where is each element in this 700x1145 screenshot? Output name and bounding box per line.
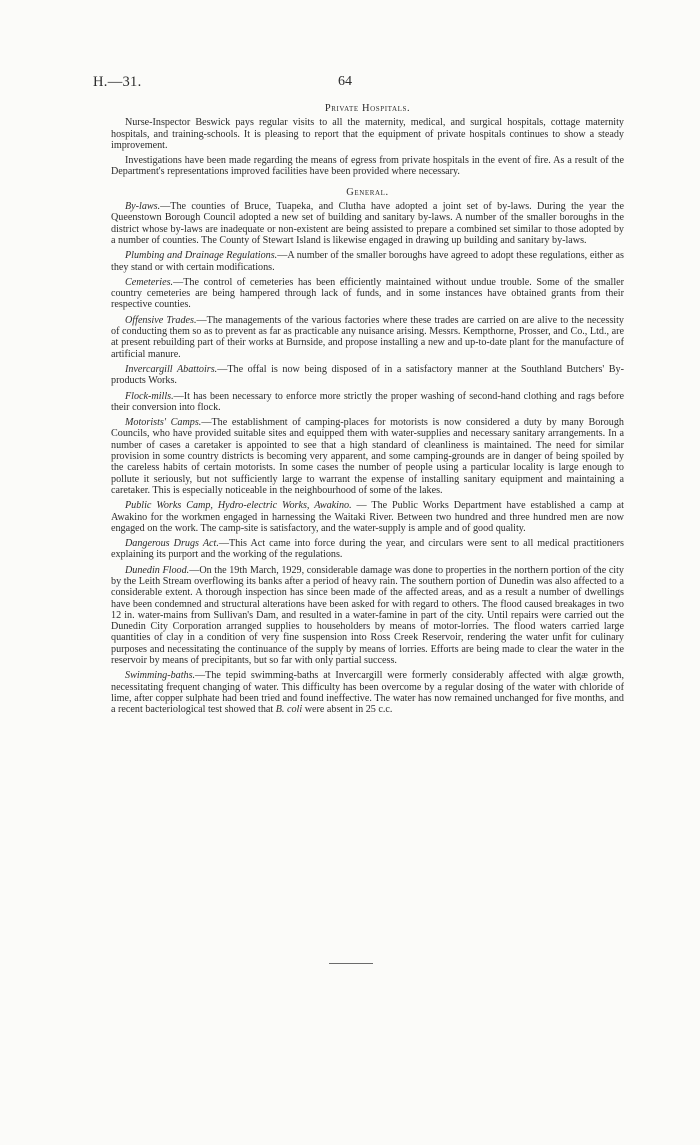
section-heading-general: General. [346, 186, 389, 198]
paragraph-lead: Offensive Trades. [125, 314, 197, 326]
organism-name: B. coli [275, 704, 303, 716]
paragraph-offensive-trades [111, 315, 624, 360]
section-heading-private-hospitals: Private Hospitals. [324, 103, 411, 114]
paragraph-lead: Swimming-baths. [125, 670, 196, 682]
paragraph: Nurse-Inspector Beswick pays regular visits to all the maternity, medical, and surgical hospitals, cottage maternity hospitals, and training-schools. It is pleasing to report that the equipment of private hospitals continues to show a steady improvement. [111, 117, 624, 151]
paragraph-lead: Invercargill Abattoirs. [125, 363, 218, 375]
paragraph-text: —A number of the smaller boroughs have agreed to adopt these regulations, either as they stand or with certain modifications. [111, 250, 624, 273]
paragraph-text: —On the 19th March, 1929, considerable damage was done to properties in the northern portion of the city by the Leith Stream overflowing its banks after a period of heavy rain. The southern portion of Dunedin was also affected to a considerable extent. A thorough inspection has since been made of the affected areas, and as a result a number of dwellings have been condemned and structural alterations have been asked for with regard to others. The flood caused breakages in two 12 in. water-mains from Sullivan's Dam, and resulted in a water-famine in part of the city. Until repairs were carried out the Dunedin City Corporation arranged supplies to householders by means of motor-lorries. The flood waters carried large quantities of clay in a condition of very fine suspension into Ross Creek Reservoir, rendering the water unfit for culinary purposes and necessitating the continuance of the supply by means of lorries. Efforts are being made to clear the water in the reservoir by means of precipitants, but so far with only partial success. [111, 564, 624, 667]
paragraph-text: — The Public Works Department have established a camp at Awakino for the workmen engaged in harnessing the Waitaki River. Between two hundred and three hundred men are now engaged on the work. The camp-site is satisfactory, and the water-supply is ample and of good quality. [111, 500, 624, 534]
page-body [111, 103, 624, 716]
paragraph-public-works-camp [111, 500, 624, 534]
closing-rule [329, 963, 373, 964]
paragraph-text: —The offal is now being disposed of in a satisfactory manner at the Southland Butchers' By-products Works. [111, 363, 624, 387]
paragraph-text: —This Act came into force during the year, and circulars were sent to all medical practitioners explaining its purport and the working of the regulations. [111, 538, 624, 561]
paragraph-flock-mills [111, 391, 624, 414]
paragraph-plumbing [111, 250, 624, 273]
paragraph-swimming-baths [111, 670, 624, 715]
paragraph-lead: Dunedin Flood. [125, 564, 190, 576]
paragraph-text: —The managements of the various factories where these trades are carried on are alive to the necessity of conducting them so as to prevent as far as practicable any nuisance arising. Messrs. Kempthorne, Prosser, and Co., Ltd., are at present rebuilding part of their works at Burnside, and propose installing a new and up-to-date plant for the manufacture of artificial manure. [111, 314, 624, 360]
paragraph-lead: Motorists' Camps. [125, 417, 202, 429]
paragraph-dangerous-drugs [111, 538, 624, 561]
paragraph-lead: Dangerous Drugs Act. [125, 538, 219, 550]
paragraph: Investigations have been made regarding the means of egress from private hospitals in the event of fire. As a result of the Department's representations improved facilities have been provided where necessary. [111, 155, 624, 178]
paragraph-cemeteries [111, 277, 624, 311]
paragraph-text: —It has been necessary to enforce more strictly the proper washing of second-hand clothing and rags before their conversion into flock. [111, 390, 624, 413]
paragraph-abattoirs [111, 364, 624, 387]
paragraph-lead: Cemeteries. [125, 276, 174, 288]
paragraph-text: —The tepid swimming-baths at Invercargill were formerly considerably affected with algæ growth, necessitating frequent changing of water. This difficulty has been overcome by a regular dosing of the water with chloride of lime, after copper sulphate had been tried and found ineffective. The water has now remained unchanged for five months, and a recent bacteriological test showed that [111, 670, 624, 716]
document-reference: H.—31. [93, 74, 142, 90]
paragraph-by-laws [111, 201, 624, 246]
paragraph-dunedin-flood [111, 565, 624, 667]
paragraph-text: —The control of cemeteries has been efficiently maintained without undue trouble. Some of the smaller country cemeteries are being hampered through lack of funds, and in some instances have obtained grants from their respective counties. [111, 276, 624, 311]
paragraph-lead: By-laws. [125, 201, 161, 213]
paragraph-lead: Public Works Camp, Hydro-electric Works, Awakino. [125, 500, 352, 512]
paragraph-lead: Plumbing and Drainage Regulations. [125, 250, 278, 262]
paragraph-text: —The establishment of camping-places for motorists is now considered a duty by many Borough Councils, who have provided suitable sites and equipped them with water-supplies and necessary sanitary arrangements. In a number of cases a caretaker is appointed to see that a high standard of cleanliness is maintained. The need for similar provision in some country districts is becoming very apparent, and some camping-grounds are in danger of being spoiled by the careless habits of certain motorists. In some cases the number of people using a particular locality is large enough to pollute it seriously, but not sufficiently large to warrant the expense of installing sanitary equipment and maintaining a caretaker. This is especially noticeable in the neighbourhood of some of the lakes. [111, 417, 624, 496]
paragraph-lead: Flock-mills. [125, 390, 174, 402]
paragraph-motorists-camps [111, 417, 624, 496]
paragraph-text: —The counties of Bruce, Tuapeka, and Clutha have adopted a joint set of by-laws. During the year the Queenstown Borough Council adopted a new set of building and sanitary by-laws. A number of the smaller boroughs in the district whose by-laws are inadequate or non-existent are being assisted to prepare a combined set similar to those adopted by a number of counties. The County of Stewart Island is likewise engaged in drawing up building and sanitary by-laws. [111, 201, 624, 246]
paragraph-text-end: were absent in 25 c.c. [302, 704, 393, 716]
page-number: 64 [338, 74, 352, 89]
